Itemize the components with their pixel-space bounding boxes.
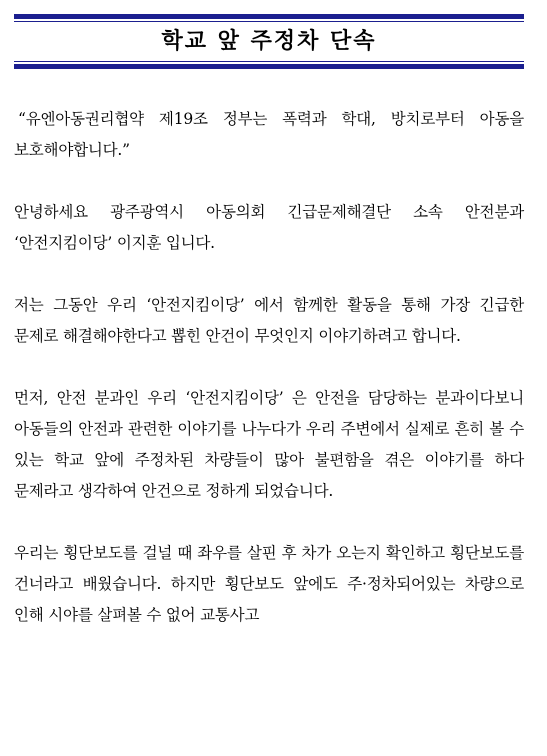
background-paragraph: 먼저, 안전 분과인 우리 ‘안전지킴이당’ 은 안전을 담당하는 분과이다보니 아동들의 안전과 관련한 이야기를 나누다가 우리 주변에서 실제로 흔히 볼 수 있는 학교 앞에 주정차된 차량들이 많아 불편함을 겪은 이야기를 하다 문제라고 생각하여 안건으로 정하게 되었습니다.: [14, 389, 524, 500]
purpose-paragraph: 저는 그동안 우리 ‘안전지킴이당’ 에서 함께한 활동을 통해 가장 긴급한 문제로 해결해야한다고 뽑힌 안건이 무엇인지 이야기하려고 합니다.: [14, 296, 524, 345]
document-title: 학교 앞 주정차 단속: [161, 29, 377, 54]
title-top-rule: [14, 14, 524, 19]
problem-paragraph: 우리는 횡단보도를 걸널 때 좌우를 살핀 후 차가 오는지 확인하고 횡단보도를 건너라고 배웠습니다. 하지만 횡단보도 앞에도 주·정차되어있는 차량으로 인해 시야를 살펴볼 수 없어 교통사고: [14, 544, 524, 624]
title-banner: [14, 14, 524, 69]
quote-paragraph: “유엔아동권리협약 제19조 정부는 폭력과 학대, 방치로부터 아동을 보호해야합니다.”: [14, 110, 524, 159]
title-bottom-thin-rule: [14, 61, 524, 62]
intro-paragraph: 안녕하세요 광주광역시 아동의회 긴급문제해결단 소속 안전분과 ‘안전지킴이당’ 이지훈 입니다.: [14, 203, 524, 252]
title-bottom-rule: [14, 64, 524, 69]
document-body: [14, 104, 524, 662]
